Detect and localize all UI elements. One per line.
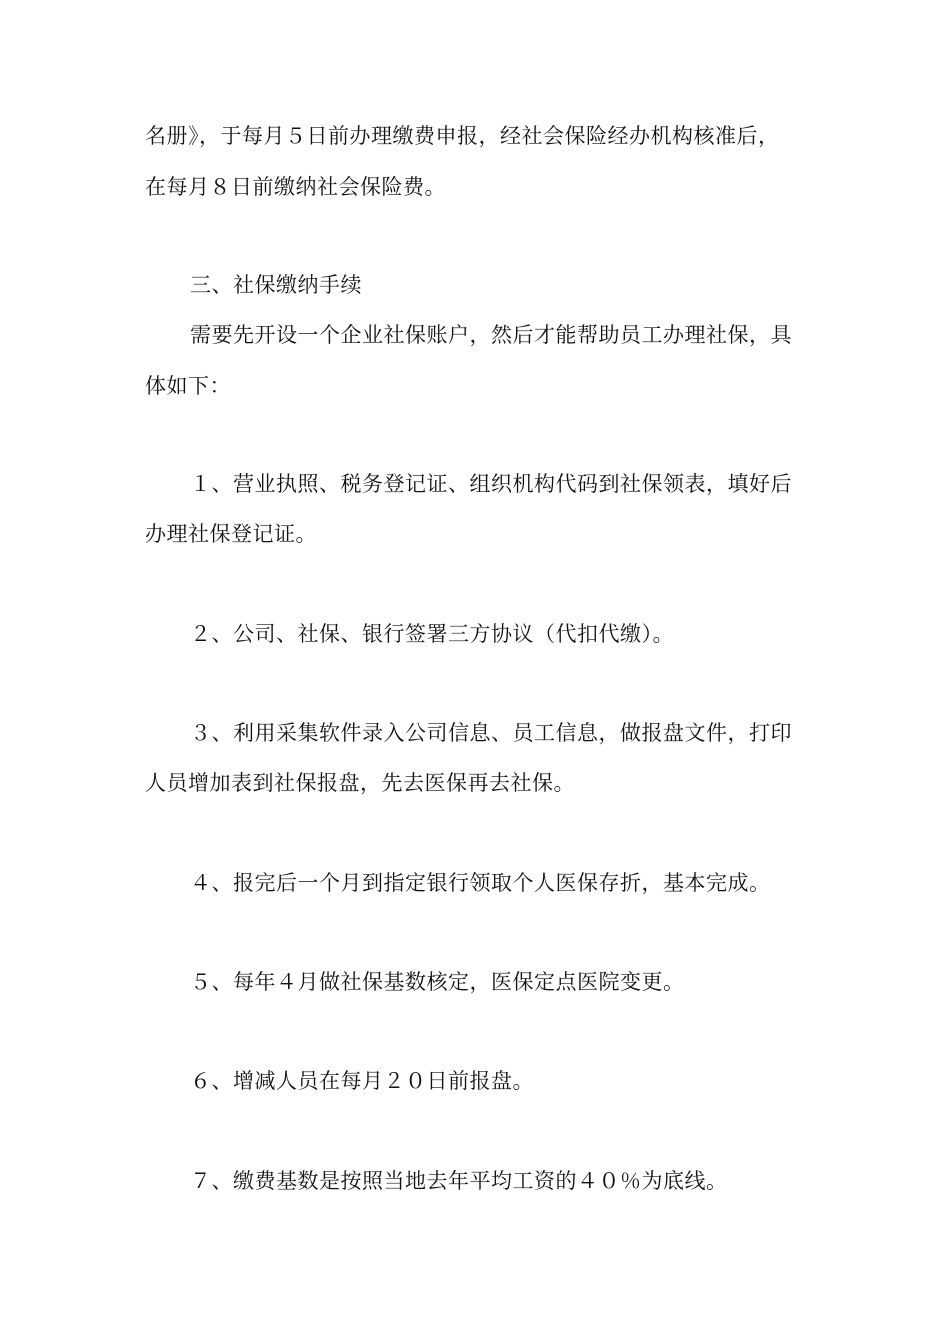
text-line: 在每月８日前缴纳社会保险费。 [145,175,446,199]
list-item-1: １、营业执照、税务登记证、组织机构代码到社保领表，填好后 [190,472,792,496]
list-item-2: ２、公司、社保、银行签署三方协议（代扣代缴）。 [190,622,674,646]
text-line: 需要先开设一个企业社保账户，然后才能帮助员工办理社保，具 [190,323,792,347]
text-line: 体如下： [145,374,231,398]
list-item-7: ７、缴费基数是按照当地去年平均工资的４０％为底线。 [190,1169,728,1193]
text-line: 办理社保登记证。 [145,522,317,546]
list-item-5: ５、每年４月做社保基数核定，医保定点医院变更。 [190,970,685,994]
text-line: 名册》，于每月５日前办理缴费申报，经社会保险经办机构核准后， [145,124,780,148]
list-item-4: ４、报完后一个月到指定银行领取个人医保存折，基本完成。 [190,871,771,895]
list-item-3: ３、利用采集软件录入公司信息、员工信息，做报盘文件，打印 [190,721,792,745]
section-heading: 三、社保缴纳手续 [190,273,362,297]
text-line: 人员增加表到社保报盘，先去医保再去社保。 [145,771,575,795]
list-item-6: ６、增减人员在每月２０日前报盘。 [190,1069,534,1093]
